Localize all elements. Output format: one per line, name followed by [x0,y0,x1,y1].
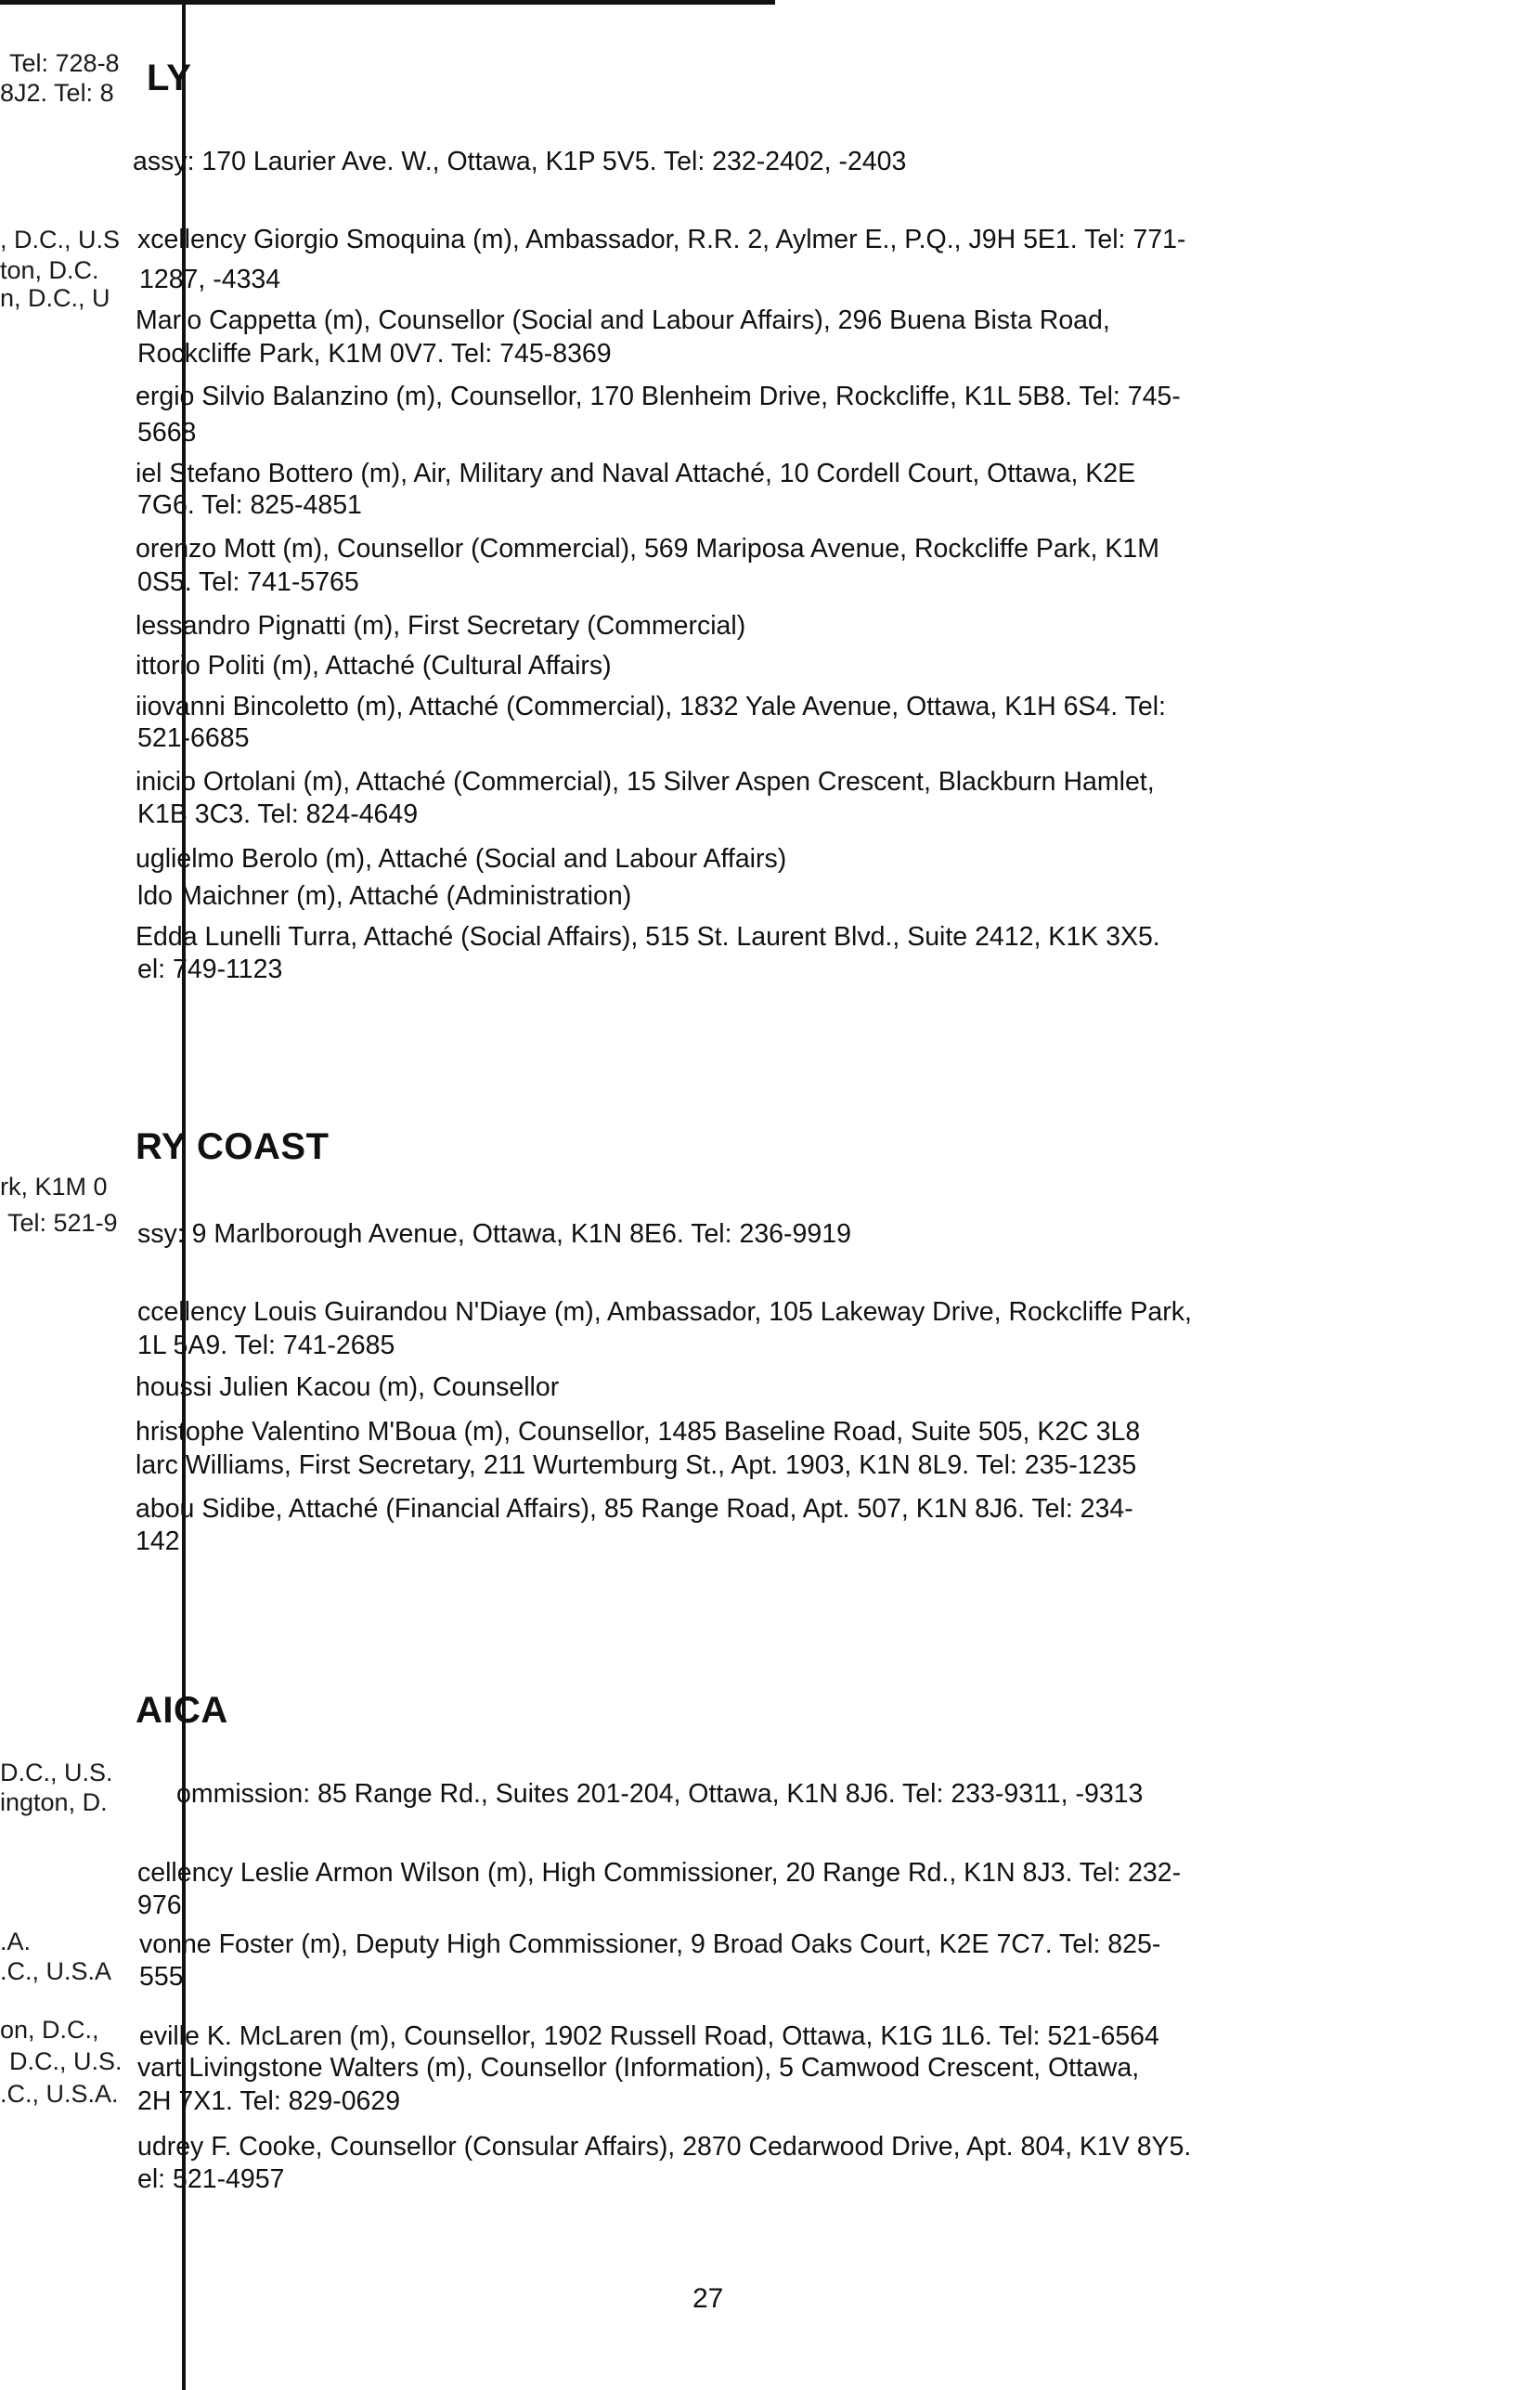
entry-line: K1B 3C3. Tel: 824-4649 [137,799,419,829]
entry-line: hristophe Valentino M'Boua (m), Counsellor, 1485 Baseline Road, Suite 505, K2C 3L8 [136,1417,1141,1447]
entry-line: vonne Foster (m), Deputy High Commissioner, 9 Broad Oaks Court, K2E 7C7. Tel: 825- [139,1929,1161,1959]
margin-fragment: ington, D. [0,1788,108,1816]
entry-line: lessandro Pignatti (m), First Secretary (Commercial) [136,611,746,641]
entry-line: udrey F. Cooke, Counsellor (Consular Affairs), 2870 Cedarwood Drive, Apt. 804, K1V 8Y5. [137,2132,1192,2162]
margin-fragment: ton, D.C. [0,256,99,284]
entry-line: iel Stefano Bottero (m), Air, Military and Naval Attaché, 10 Cordell Court, Ottawa, K2E [136,459,1136,488]
entry-line: Edda Lunelli Turra, Attaché (Social Affairs), 515 St. Laurent Blvd., Suite 2412, K1K 3X5. [136,922,1160,952]
entry-line: 521-6685 [137,723,250,753]
entry-line: el: 521-4957 [137,2164,285,2194]
entry-line: ldo Maichner (m), Attaché (Administration) [137,881,632,911]
entry-line: vart Livingstone Walters (m), Counsellor (Information), 5 Camwood Crescent, Ottawa, [137,2053,1140,2083]
entry-line: ittorio Politi (m), Attaché (Cultural Affairs) [136,651,612,681]
entry-line: uglielmo Berolo (m), Attaché (Social and Labour Affairs) [136,844,787,874]
margin-fragment: n, D.C., U [0,284,110,312]
entry-line: 142 [136,1526,180,1556]
margin-fragment: Tel: 728-8 [9,49,120,77]
section-heading: RY COAST [136,1126,330,1167]
entry-line: ssy: 9 Marlborough Avenue, Ottawa, K1N 8E6. Tel: 236-9919 [137,1219,851,1249]
page-number: 27 [692,2283,724,2314]
entry-line: 2H 7X1. Tel: 829-0629 [137,2086,401,2116]
margin-fragment: D.C., U.S. [0,1759,113,1786]
margin-fragment: .C., U.S.A [0,1957,112,1985]
entry-line: inicio Ortolani (m), Attaché (Commercial), 15 Silver Aspen Crescent, Blackburn Hamlet, [136,767,1155,797]
entry-line: assy: 170 Laurier Ave. W., Ottawa, K1P 5V5. Tel: 232-2402, -2403 [133,147,907,176]
entry-line: 1287, -4334 [139,265,281,294]
entry-line: 0S5. Tel: 741-5765 [137,567,359,597]
margin-fragment: .A. [0,1928,32,1955]
entry-line: 7G6. Tel: 825-4851 [137,490,362,520]
entry-line: 555 [139,1962,184,1992]
entry-line: cellency Leslie Armon Wilson (m), High Commissioner, 20 Range Rd., K1N 8J3. Tel: 232- [137,1858,1182,1888]
entry-line: 976 [137,1890,182,1920]
entry-line: el: 749-1123 [137,955,283,984]
entry-line: orenzo Mott (m), Counsellor (Commercial), 569 Mariposa Avenue, Rockcliffe Park, K1M [136,534,1159,564]
top-rule [0,0,775,5]
entry-line: xcellency Giorgio Smoquina (m), Ambassador, R.R. 2, Aylmer E., P.Q., J9H 5E1. Tel: 771- [137,225,1186,254]
margin-fragment: Tel: 521-9 [7,1209,118,1237]
section-heading: LY [147,58,192,98]
entry-line: abou Sidibe, Attaché (Financial Affairs), 85 Range Road, Apt. 507, K1N 8J6. Tel: 234- [136,1494,1133,1524]
section-heading: AICA [136,1690,228,1731]
entry-line: ergio Silvio Balanzino (m), Counsellor, 170 Blenheim Drive, Rockcliffe, K1L 5B8. Tel: 745- [136,382,1181,411]
entry-line: Rockcliffe Park, K1M 0V7. Tel: 745-8369 [137,339,612,369]
margin-fragment: , D.C., U.S [0,226,121,253]
entry-line: eville K. McLaren (m), Counsellor, 1902 Russell Road, Ottawa, K1G 1L6. Tel: 521-6564 [139,2021,1159,2051]
entry-line: ccellency Louis Guirandou N'Diaye (m), Ambassador, 105 Lakeway Drive, Rockcliffe Park, [137,1297,1192,1327]
entry-line: ommission: 85 Range Rd., Suites 201-204, Ottawa, K1N 8J6. Tel: 233-9311, -9313 [176,1779,1144,1809]
entry-line: 1L 5A9. Tel: 741-2685 [137,1331,395,1360]
entry-line: iiovanni Bincoletto (m), Attaché (Commercial), 1832 Yale Avenue, Ottawa, K1H 6S4. Tel: [136,692,1166,721]
entry-line: 5668 [137,418,197,448]
margin-fragment: 8J2. Tel: 8 [0,79,114,107]
margin-fragment: .C., U.S.A. [0,2080,119,2108]
entry-line: Mario Cappetta (m), Counsellor (Social and Labour Affairs), 296 Buena Bista Road, [136,305,1110,335]
margin-fragment: D.C., U.S. [9,2047,123,2075]
entry-line: houssi Julien Kacou (m), Counsellor [136,1372,560,1402]
margin-fragment: rk, K1M 0 [0,1173,108,1201]
entry-line: larc Williams, First Secretary, 211 Wurtemburg St., Apt. 1903, K1N 8L9. Tel: 235-1235 [136,1450,1137,1480]
margin-fragment: on, D.C., [0,2016,99,2044]
